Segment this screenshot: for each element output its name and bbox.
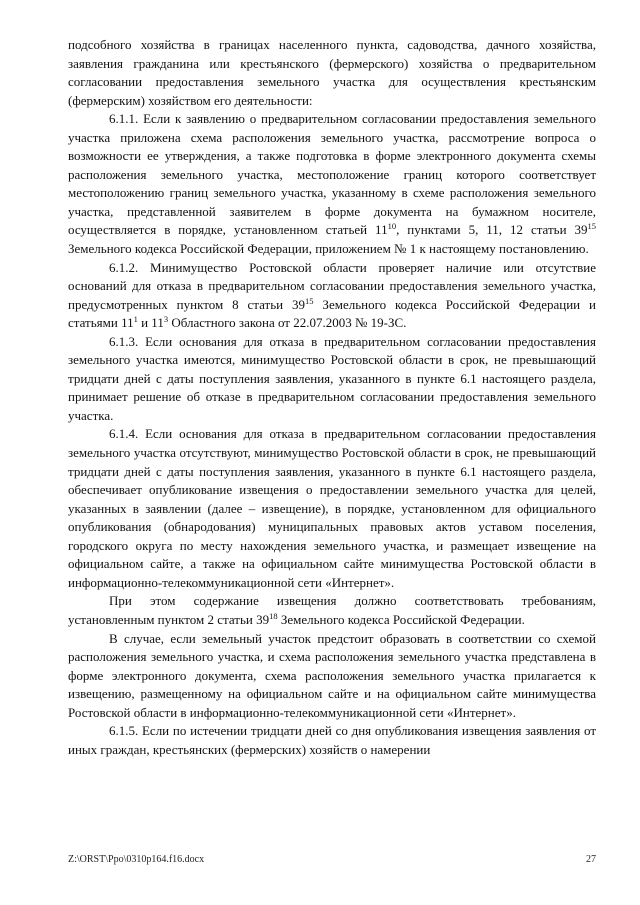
- paragraph-p5: [68, 592, 596, 629]
- paragraph-text: При этом содержание извещения должно соответствовать требованиям, установленным пунктом 2 статьи 39: [68, 593, 596, 627]
- paragraph-p7: [68, 722, 596, 759]
- superscript-index: 15: [587, 221, 597, 232]
- paragraph-text: 6.1.2. Минимущество Ростовской области проверяет наличие или отсутствие оснований для отказа в предварительном согласовании предоставления земельного участка, предусмотренных пунктом 8 статьи 39: [68, 259, 596, 312]
- footer-page-number: 27: [586, 854, 596, 865]
- paragraph-text: Земельного кодекса Российской Федерации.: [277, 611, 525, 627]
- paragraph-p4: [68, 425, 596, 592]
- paragraph-text: Земельного кодекса Российской Федерации и статьями 11: [68, 296, 596, 331]
- superscript-index: 3: [163, 314, 169, 325]
- paragraph-text: Областного закона от 22.07.2003 № 19-ЗС.: [168, 315, 407, 331]
- footer-file-path: Z:\ORST\Ppo\0310p164.f16.docx: [68, 854, 205, 865]
- paragraph-p3: [68, 333, 596, 426]
- paragraph-text: , пунктами 5, 11, 12 статьи 39: [396, 222, 588, 238]
- paragraph-text: 6.1.3. Если основания для отказа в предварительном согласовании предоставления земельного участка имеются, минимущество Ростовской области в срок, не превышающий тридцати дней с даты поступления заявления, указанного в пункте 6.1 настоящего раздела, принимает решение об отказе в предварительном согласовании предоставления земельного участка.: [68, 333, 596, 423]
- paragraph-p1: [68, 110, 596, 258]
- paragraph-text: В случае, если земельный участок предстоит образовать в соответствии со схемой расположения земельного участка, и схема расположения земельного участка представлена в форме электронного документа, схема расположения земельного участка прилагается к извещению, размещенному на официальном сайте и на официальном сайте минимущества Ростовской области в информационно-телекоммуникационной сети «Интернет».: [68, 630, 596, 720]
- paragraph-text: и 11: [137, 315, 164, 331]
- document-body: [68, 36, 596, 759]
- page-footer: [68, 854, 596, 865]
- paragraph-text: 6.1.4. Если основания для отказа в предварительном согласовании предоставления земельного участка отсутствуют, минимущество Ростовской области в срок, не превышающий тридцати дней с даты поступления заявления, указанного в пункте 6.1 настоящего раздела, обеспечивает опубликование извещения о предоставлении земельного участка для целей, указанных в заявлении (далее – извещение), в порядке, установленном для официального опубликования (обнародования) муниципальных правовых актов уставом поселения, городского округа по месту нахождения земельного участка, и размещает извещение на официальном сайте, а также на официальном сайте минимущества Ростовской области в информационно-телекоммуникационной сети «Интернет».: [68, 426, 596, 590]
- paragraph-text: подсобного хозяйства в границах населенного пункта, садоводства, дачного хозяйства, заявления гражданина или крестьянского (фермерского) хозяйства о предварительном согласовании предоставления земельного участка для осуществления крестьянским (фермерским) хозяйством его деятельности:: [68, 37, 596, 108]
- superscript-index: 10: [387, 221, 397, 232]
- paragraph-text: Земельного кодекса Российской Федерации, приложением № 1 к настоящему постановлению.: [68, 241, 589, 257]
- paragraph-p0: [68, 36, 596, 110]
- superscript-index: 18: [269, 610, 278, 621]
- paragraph-text: 6.1.5. Если по истечении тридцати дней со дня опубликования извещения заявления от иных граждан, крестьянских (фермерских) хозяйств о намерении: [68, 723, 596, 757]
- paragraph-p6: [68, 630, 596, 723]
- paragraph-text: 6.1.1. Если к заявлению о предварительном согласовании предоставления земельного участка приложена схема расположения земельного участка, рассмотрение вопроса о возможности ее утверждения, а также подготовка в форме электронного документа схемы расположения земельного участка, местоположение границ которого соответствует местоположению границ земельного участка, указанному в схеме расположения земельного участка, представленной заявителем в форме документа на бумажном носителе, осуществляется в порядке, установленном статьей 11: [68, 111, 596, 238]
- superscript-index: 1: [133, 314, 138, 325]
- paragraph-p2: [68, 259, 596, 333]
- superscript-index: 15: [305, 295, 314, 306]
